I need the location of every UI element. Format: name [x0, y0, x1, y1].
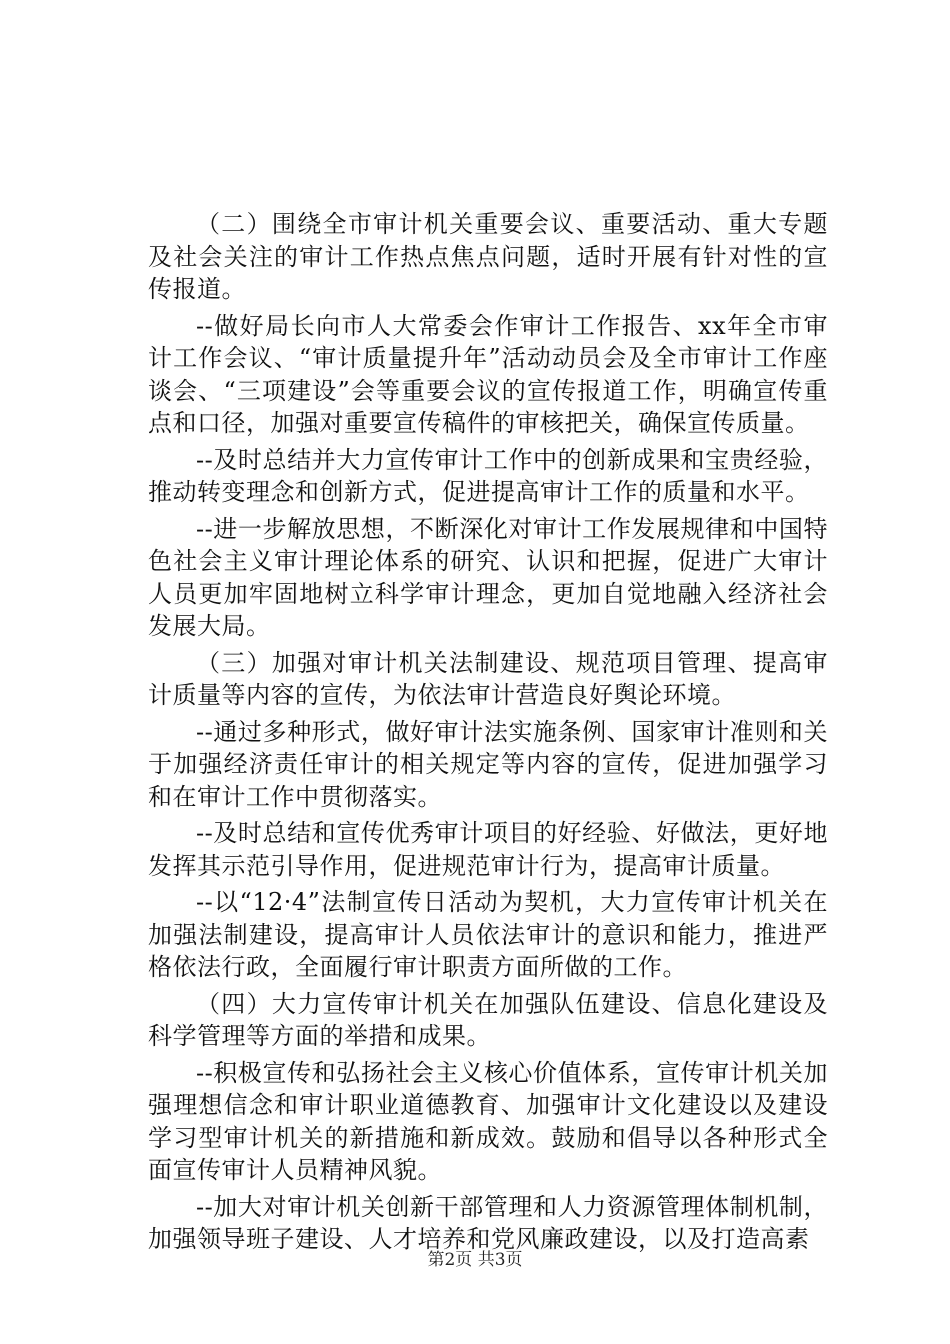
paragraph-bullet-excellent-projects: --及时总结和宣传优秀审计项目的好经验、好做法，更好地发挥其示范引导作用，促进规范审计行为，提高审计质量。 [148, 819, 828, 880]
paragraph-bullet-innovation: --及时总结并大力宣传审计工作中的创新成果和宝贵经验，推动转变理念和创新方式，促进提高审计工作的质量和水平。 [148, 445, 828, 506]
page-number-footer: 第2页 共3页 [427, 1250, 523, 1270]
paragraph-bullet-legal-day: --以“12·4”法制宣传日活动为契机，大力宣传审计机关在加强法制建设，提高审计人员依法审计的意识和能力，推进严格依法行政，全面履行审计职责方面所做的工作。 [148, 888, 828, 981]
paragraph-bullet-audit-law: --通过多种形式，做好审计法实施条例、国家审计准则和关于加强经济责任审计的相关规定等内容的宣传，促进加强学习和在审计工作中贯彻落实。 [148, 717, 828, 811]
paragraph-bullet-cadre-management: --加大对审计机关创新干部管理和人力资源管理体制机制，加强领导班子建设、人才培养和党风廉政建设，以及打造高素 [148, 1192, 828, 1253]
document-body [148, 208, 828, 1260]
paragraph-bullet-meetings: --做好局长向市人大常委会作审计工作报告、xx年全市审计工作会议、“审计质量提升年”活动动员会及全市审计工作座谈会、“三项建设”会等重要会议的宣传报道工作，明确宣传重点和口径，加强对重要宣传稿件的审核把关，确保宣传质量。 [148, 311, 828, 437]
paragraph-section-4-heading: （四）大力宣传审计机关在加强队伍建设、信息化建设及科学管理等方面的举措和成果。 [148, 989, 828, 1050]
paragraph-bullet-core-values: --积极宣传和弘扬社会主义核心价值体系，宣传审计机关加强理想信念和审计职业道德教育、加强审计文化建设以及建设学习型审计机关的新措施和新成效。鼓励和倡导以各种形式全面宣传审计人员精神风貌。 [148, 1058, 828, 1184]
paragraph-section-3-heading: （三）加强对审计机关法制建设、规范项目管理、提高审计质量等内容的宣传，为依法审计营造良好舆论环境。 [148, 648, 828, 709]
paragraph-bullet-emancipate: --进一步解放思想，不断深化对审计工作发展规律和中国特色社会主义审计理论体系的研究、认识和把握，促进广大审计人员更加牢固地树立科学审计理念，更加自觉地融入经济社会发展大局。 [148, 514, 828, 640]
paragraph-section-2-heading: （二）围绕全市审计机关重要会议、重要活动、重大专题及社会关注的审计工作热点焦点问题，适时开展有针对性的宣传报道。 [148, 210, 828, 303]
